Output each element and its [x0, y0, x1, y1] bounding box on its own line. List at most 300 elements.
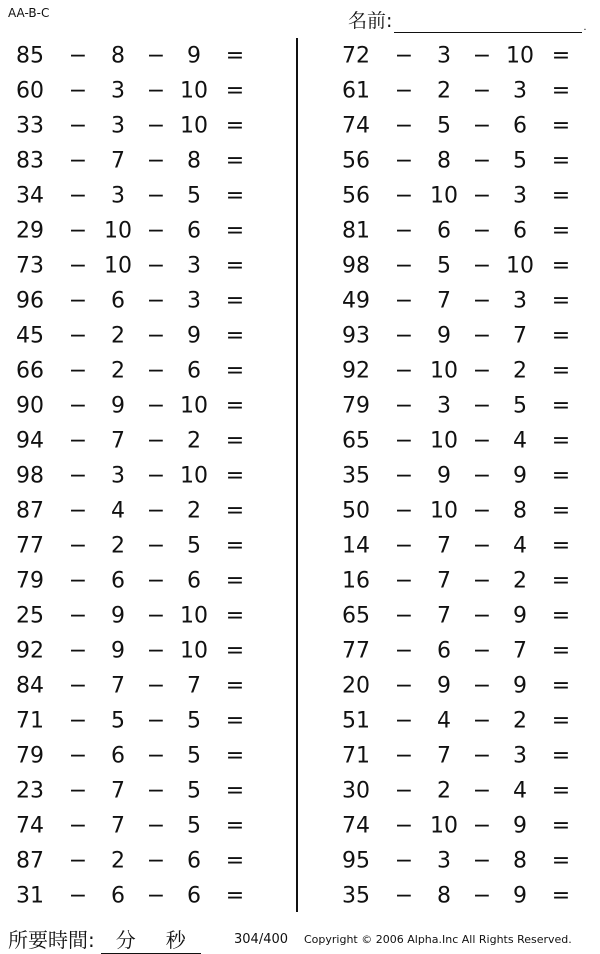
minus-sign: −	[472, 533, 492, 558]
equals-sign: =	[225, 673, 245, 698]
problem-row	[0, 213, 290, 248]
minus-sign: −	[68, 603, 88, 628]
subtrahend-2: 9	[187, 323, 201, 348]
minuend: 33	[16, 113, 44, 138]
subtrahend-2: 5	[187, 708, 201, 733]
minuend: 93	[342, 323, 370, 348]
subtrahend-2: 9	[513, 883, 527, 908]
equals-sign: =	[225, 183, 245, 208]
subtrahend-1: 10	[430, 428, 458, 453]
subtrahend-2: 10	[180, 603, 208, 628]
minus-sign: −	[472, 148, 492, 173]
minus-sign: −	[146, 638, 166, 663]
minus-sign: −	[472, 463, 492, 488]
minus-sign: −	[394, 673, 414, 698]
equals-sign: =	[551, 673, 571, 698]
equals-sign: =	[225, 393, 245, 418]
minuend: 73	[16, 253, 44, 278]
minus-sign: −	[394, 848, 414, 873]
minus-sign: −	[146, 568, 166, 593]
equals-sign: =	[551, 743, 571, 768]
minuend: 84	[16, 673, 44, 698]
subtrahend-1: 10	[430, 183, 458, 208]
minuend: 96	[16, 288, 44, 313]
subtrahend-2: 4	[513, 778, 527, 803]
minus-sign: −	[394, 428, 414, 453]
equals-sign: =	[551, 253, 571, 278]
problem-row	[0, 248, 290, 283]
problem-row	[326, 108, 600, 143]
minuend: 87	[16, 498, 44, 523]
subtrahend-2: 9	[513, 603, 527, 628]
minuend: 16	[342, 568, 370, 593]
problem-row	[326, 878, 600, 913]
problem-row	[0, 808, 290, 843]
minus-sign: −	[68, 463, 88, 488]
subtrahend-1: 3	[111, 183, 125, 208]
equals-sign: =	[225, 78, 245, 103]
subtrahend-2: 9	[513, 813, 527, 838]
subtrahend-2: 7	[513, 323, 527, 348]
minus-sign: −	[472, 673, 492, 698]
subtrahend-2: 3	[513, 743, 527, 768]
minuend: 87	[16, 848, 44, 873]
minuend: 79	[16, 568, 44, 593]
equals-sign: =	[551, 288, 571, 313]
subtrahend-1: 7	[437, 743, 451, 768]
problem-row	[0, 283, 290, 318]
subtrahend-2: 10	[180, 113, 208, 138]
subtrahend-1: 9	[111, 393, 125, 418]
equals-sign: =	[551, 43, 571, 68]
minus-sign: −	[472, 323, 492, 348]
minus-sign: −	[472, 183, 492, 208]
minuend: 79	[16, 743, 44, 768]
minus-sign: −	[394, 603, 414, 628]
subtrahend-2: 9	[187, 43, 201, 68]
problem-row	[326, 318, 600, 353]
minus-sign: −	[394, 43, 414, 68]
minuend: 20	[342, 673, 370, 698]
minus-sign: −	[68, 393, 88, 418]
subtrahend-2: 6	[513, 218, 527, 243]
worksheet-code: AA-B-C	[8, 6, 50, 20]
minus-sign: −	[394, 393, 414, 418]
minuend: 65	[342, 428, 370, 453]
minus-sign: −	[394, 638, 414, 663]
problem-row	[0, 353, 290, 388]
minus-sign: −	[472, 358, 492, 383]
minus-sign: −	[472, 78, 492, 103]
subtrahend-1: 3	[111, 78, 125, 103]
minus-sign: −	[146, 778, 166, 803]
minus-sign: −	[68, 148, 88, 173]
equals-sign: =	[225, 638, 245, 663]
problem-row	[0, 38, 290, 73]
subtrahend-1: 9	[111, 603, 125, 628]
subtrahend-1: 9	[437, 463, 451, 488]
page-number: 304/400	[234, 932, 289, 947]
minuend: 71	[16, 708, 44, 733]
minus-sign: −	[146, 358, 166, 383]
minuend: 94	[16, 428, 44, 453]
minus-sign: −	[472, 603, 492, 628]
problem-row	[0, 843, 290, 878]
minus-sign: −	[394, 148, 414, 173]
minus-sign: −	[394, 253, 414, 278]
problem-row	[326, 563, 600, 598]
minus-sign: −	[472, 708, 492, 733]
minuend: 74	[16, 813, 44, 838]
minus-sign: −	[472, 43, 492, 68]
equals-sign: =	[551, 393, 571, 418]
subtrahend-2: 5	[513, 148, 527, 173]
subtrahend-1: 7	[111, 148, 125, 173]
minus-sign: −	[472, 813, 492, 838]
minuend: 77	[16, 533, 44, 558]
subtrahend-1: 5	[437, 113, 451, 138]
minus-sign: −	[146, 43, 166, 68]
time-taken-field[interactable]	[101, 924, 201, 954]
minus-sign: −	[68, 218, 88, 243]
subtrahend-1: 7	[437, 568, 451, 593]
equals-sign: =	[225, 708, 245, 733]
minus-sign: −	[394, 463, 414, 488]
minus-sign: −	[146, 428, 166, 453]
minus-sign: −	[146, 393, 166, 418]
equals-sign: =	[225, 743, 245, 768]
subtrahend-1: 10	[104, 253, 132, 278]
subtrahend-2: 5	[513, 393, 527, 418]
subtrahend-1: 7	[437, 288, 451, 313]
subtrahend-1: 6	[437, 638, 451, 663]
minuend: 72	[342, 43, 370, 68]
problem-row	[0, 703, 290, 738]
minuend: 49	[342, 288, 370, 313]
minus-sign: −	[146, 183, 166, 208]
minus-sign: −	[68, 638, 88, 663]
equals-sign: =	[551, 78, 571, 103]
minus-sign: −	[146, 813, 166, 838]
subtrahend-1: 3	[437, 393, 451, 418]
minuend: 35	[342, 463, 370, 488]
equals-sign: =	[551, 323, 571, 348]
minus-sign: −	[472, 218, 492, 243]
minus-sign: −	[146, 498, 166, 523]
problem-row	[326, 353, 600, 388]
minus-sign: −	[472, 253, 492, 278]
subtrahend-1: 3	[111, 463, 125, 488]
column-divider	[296, 38, 298, 912]
subtrahend-1: 7	[437, 603, 451, 628]
minus-sign: −	[146, 708, 166, 733]
equals-sign: =	[225, 813, 245, 838]
equals-sign: =	[225, 778, 245, 803]
subtrahend-1: 3	[437, 43, 451, 68]
minus-sign: −	[472, 428, 492, 453]
minus-sign: −	[68, 323, 88, 348]
minus-sign: −	[472, 743, 492, 768]
minus-sign: −	[146, 113, 166, 138]
subtrahend-2: 5	[187, 813, 201, 838]
minus-sign: −	[146, 253, 166, 278]
name-field[interactable]	[394, 14, 582, 33]
subtrahend-1: 2	[437, 778, 451, 803]
subtrahend-2: 8	[187, 148, 201, 173]
subtrahend-1: 5	[111, 708, 125, 733]
minutes-label: 分	[115, 928, 136, 952]
subtrahend-2: 6	[187, 358, 201, 383]
subtrahend-2: 3	[187, 253, 201, 278]
subtrahend-2: 4	[513, 428, 527, 453]
minuend: 51	[342, 708, 370, 733]
minuend: 92	[16, 638, 44, 663]
subtrahend-2: 5	[187, 533, 201, 558]
subtrahend-2: 3	[513, 78, 527, 103]
minus-sign: −	[68, 358, 88, 383]
subtrahend-1: 7	[111, 778, 125, 803]
subtrahend-1: 10	[430, 358, 458, 383]
minus-sign: −	[68, 778, 88, 803]
problem-row	[326, 738, 600, 773]
equals-sign: =	[225, 43, 245, 68]
minus-sign: −	[394, 323, 414, 348]
equals-sign: =	[225, 358, 245, 383]
problem-row	[326, 178, 600, 213]
equals-sign: =	[551, 638, 571, 663]
minus-sign: −	[68, 288, 88, 313]
minus-sign: −	[68, 848, 88, 873]
minuend: 56	[342, 183, 370, 208]
equals-sign: =	[225, 883, 245, 908]
subtrahend-2: 3	[187, 288, 201, 313]
minuend: 83	[16, 148, 44, 173]
minus-sign: −	[68, 533, 88, 558]
minus-sign: −	[68, 428, 88, 453]
minus-sign: −	[68, 183, 88, 208]
problem-row	[326, 703, 600, 738]
minus-sign: −	[68, 78, 88, 103]
minuend: 35	[342, 883, 370, 908]
minus-sign: −	[146, 883, 166, 908]
minuend: 61	[342, 78, 370, 103]
problem-row	[0, 73, 290, 108]
subtrahend-2: 5	[187, 778, 201, 803]
problem-row	[0, 563, 290, 598]
subtrahend-1: 6	[111, 743, 125, 768]
subtrahend-2: 5	[187, 183, 201, 208]
problem-row	[0, 528, 290, 563]
minus-sign: −	[68, 813, 88, 838]
name-area	[348, 6, 587, 33]
subtrahend-1: 3	[111, 113, 125, 138]
equals-sign: =	[551, 533, 571, 558]
subtrahend-2: 6	[187, 568, 201, 593]
problem-row	[0, 423, 290, 458]
minus-sign: −	[472, 638, 492, 663]
equals-sign: =	[551, 708, 571, 733]
problem-row	[0, 738, 290, 773]
problem-row	[0, 668, 290, 703]
subtrahend-2: 2	[513, 708, 527, 733]
problem-row	[326, 633, 600, 668]
problem-row	[0, 878, 290, 913]
subtrahend-2: 6	[513, 113, 527, 138]
subtrahend-2: 10	[180, 463, 208, 488]
minuend: 66	[16, 358, 44, 383]
subtrahend-1: 10	[104, 218, 132, 243]
minus-sign: −	[146, 603, 166, 628]
minuend: 79	[342, 393, 370, 418]
subtrahend-1: 5	[437, 253, 451, 278]
minus-sign: −	[394, 183, 414, 208]
equals-sign: =	[551, 883, 571, 908]
problem-row	[0, 318, 290, 353]
subtrahend-1: 4	[437, 708, 451, 733]
minuend: 92	[342, 358, 370, 383]
subtrahend-1: 7	[111, 813, 125, 838]
minus-sign: −	[68, 743, 88, 768]
equals-sign: =	[551, 603, 571, 628]
minus-sign: −	[472, 393, 492, 418]
problem-row	[0, 178, 290, 213]
subtrahend-2: 8	[513, 848, 527, 873]
time-taken-label: 所要時間:	[8, 928, 95, 952]
subtrahend-2: 2	[513, 358, 527, 383]
minus-sign: −	[68, 43, 88, 68]
minuend: 23	[16, 778, 44, 803]
problem-row	[326, 213, 600, 248]
subtrahend-1: 8	[437, 148, 451, 173]
copyright-text: Copyright © 2006 Alpha.Inc All Rights Reserved.	[304, 933, 572, 946]
minus-sign: −	[394, 708, 414, 733]
subtrahend-1: 6	[111, 288, 125, 313]
problem-row	[0, 598, 290, 633]
problem-row	[326, 493, 600, 528]
minus-sign: −	[146, 463, 166, 488]
minus-sign: −	[472, 113, 492, 138]
time-taken-area	[8, 924, 201, 954]
equals-sign: =	[225, 498, 245, 523]
subtrahend-1: 10	[430, 498, 458, 523]
subtrahend-1: 7	[111, 428, 125, 453]
subtrahend-1: 9	[111, 638, 125, 663]
minuend: 56	[342, 148, 370, 173]
subtrahend-1: 9	[437, 323, 451, 348]
minuend: 98	[16, 463, 44, 488]
problem-row	[326, 423, 600, 458]
subtrahend-1: 8	[437, 883, 451, 908]
problem-row	[0, 143, 290, 178]
subtrahend-1: 2	[111, 533, 125, 558]
problem-row	[326, 143, 600, 178]
subtrahend-2: 3	[513, 288, 527, 313]
equals-sign: =	[551, 463, 571, 488]
subtrahend-1: 7	[437, 533, 451, 558]
left-problem-column	[0, 38, 290, 913]
minus-sign: −	[68, 708, 88, 733]
equals-sign: =	[225, 463, 245, 488]
minus-sign: −	[394, 113, 414, 138]
minus-sign: −	[472, 778, 492, 803]
minus-sign: −	[68, 498, 88, 523]
subtrahend-2: 3	[513, 183, 527, 208]
minus-sign: −	[394, 778, 414, 803]
minuend: 74	[342, 813, 370, 838]
name-trailing-dot: .	[583, 22, 587, 33]
minus-sign: −	[146, 288, 166, 313]
problem-row	[326, 388, 600, 423]
minuend: 25	[16, 603, 44, 628]
equals-sign: =	[225, 533, 245, 558]
subtrahend-2: 9	[513, 673, 527, 698]
minus-sign: −	[394, 533, 414, 558]
minus-sign: −	[394, 358, 414, 383]
equals-sign: =	[551, 498, 571, 523]
minus-sign: −	[146, 148, 166, 173]
equals-sign: =	[225, 428, 245, 453]
problem-row	[0, 773, 290, 808]
right-problem-column	[326, 38, 600, 913]
minus-sign: −	[394, 218, 414, 243]
minuend: 34	[16, 183, 44, 208]
problem-row	[326, 248, 600, 283]
subtrahend-1: 6	[111, 883, 125, 908]
minus-sign: −	[68, 113, 88, 138]
minus-sign: −	[146, 323, 166, 348]
minus-sign: −	[146, 533, 166, 558]
equals-sign: =	[551, 813, 571, 838]
problem-row	[0, 633, 290, 668]
problem-row	[326, 38, 600, 73]
minuend: 90	[16, 393, 44, 418]
minus-sign: −	[394, 78, 414, 103]
minuend: 98	[342, 253, 370, 278]
minus-sign: −	[146, 848, 166, 873]
subtrahend-2: 9	[513, 463, 527, 488]
problem-row	[0, 458, 290, 493]
minus-sign: −	[394, 743, 414, 768]
equals-sign: =	[225, 253, 245, 278]
subtrahend-1: 2	[437, 78, 451, 103]
equals-sign: =	[551, 848, 571, 873]
subtrahend-1: 9	[437, 673, 451, 698]
minus-sign: −	[68, 883, 88, 908]
subtrahend-2: 10	[180, 78, 208, 103]
subtrahend-2: 10	[506, 43, 534, 68]
subtrahend-2: 6	[187, 883, 201, 908]
equals-sign: =	[225, 148, 245, 173]
minus-sign: −	[146, 78, 166, 103]
subtrahend-1: 2	[111, 848, 125, 873]
subtrahend-2: 6	[187, 218, 201, 243]
minus-sign: −	[68, 253, 88, 278]
minus-sign: −	[472, 883, 492, 908]
problem-row	[0, 108, 290, 143]
subtrahend-1: 7	[111, 673, 125, 698]
minuend: 60	[16, 78, 44, 103]
minuend: 81	[342, 218, 370, 243]
minus-sign: −	[394, 568, 414, 593]
name-label: 名前:	[348, 10, 393, 32]
equals-sign: =	[551, 113, 571, 138]
subtrahend-2: 2	[187, 498, 201, 523]
equals-sign: =	[225, 218, 245, 243]
minuend: 14	[342, 533, 370, 558]
subtrahend-2: 7	[513, 638, 527, 663]
equals-sign: =	[225, 568, 245, 593]
minuend: 45	[16, 323, 44, 348]
